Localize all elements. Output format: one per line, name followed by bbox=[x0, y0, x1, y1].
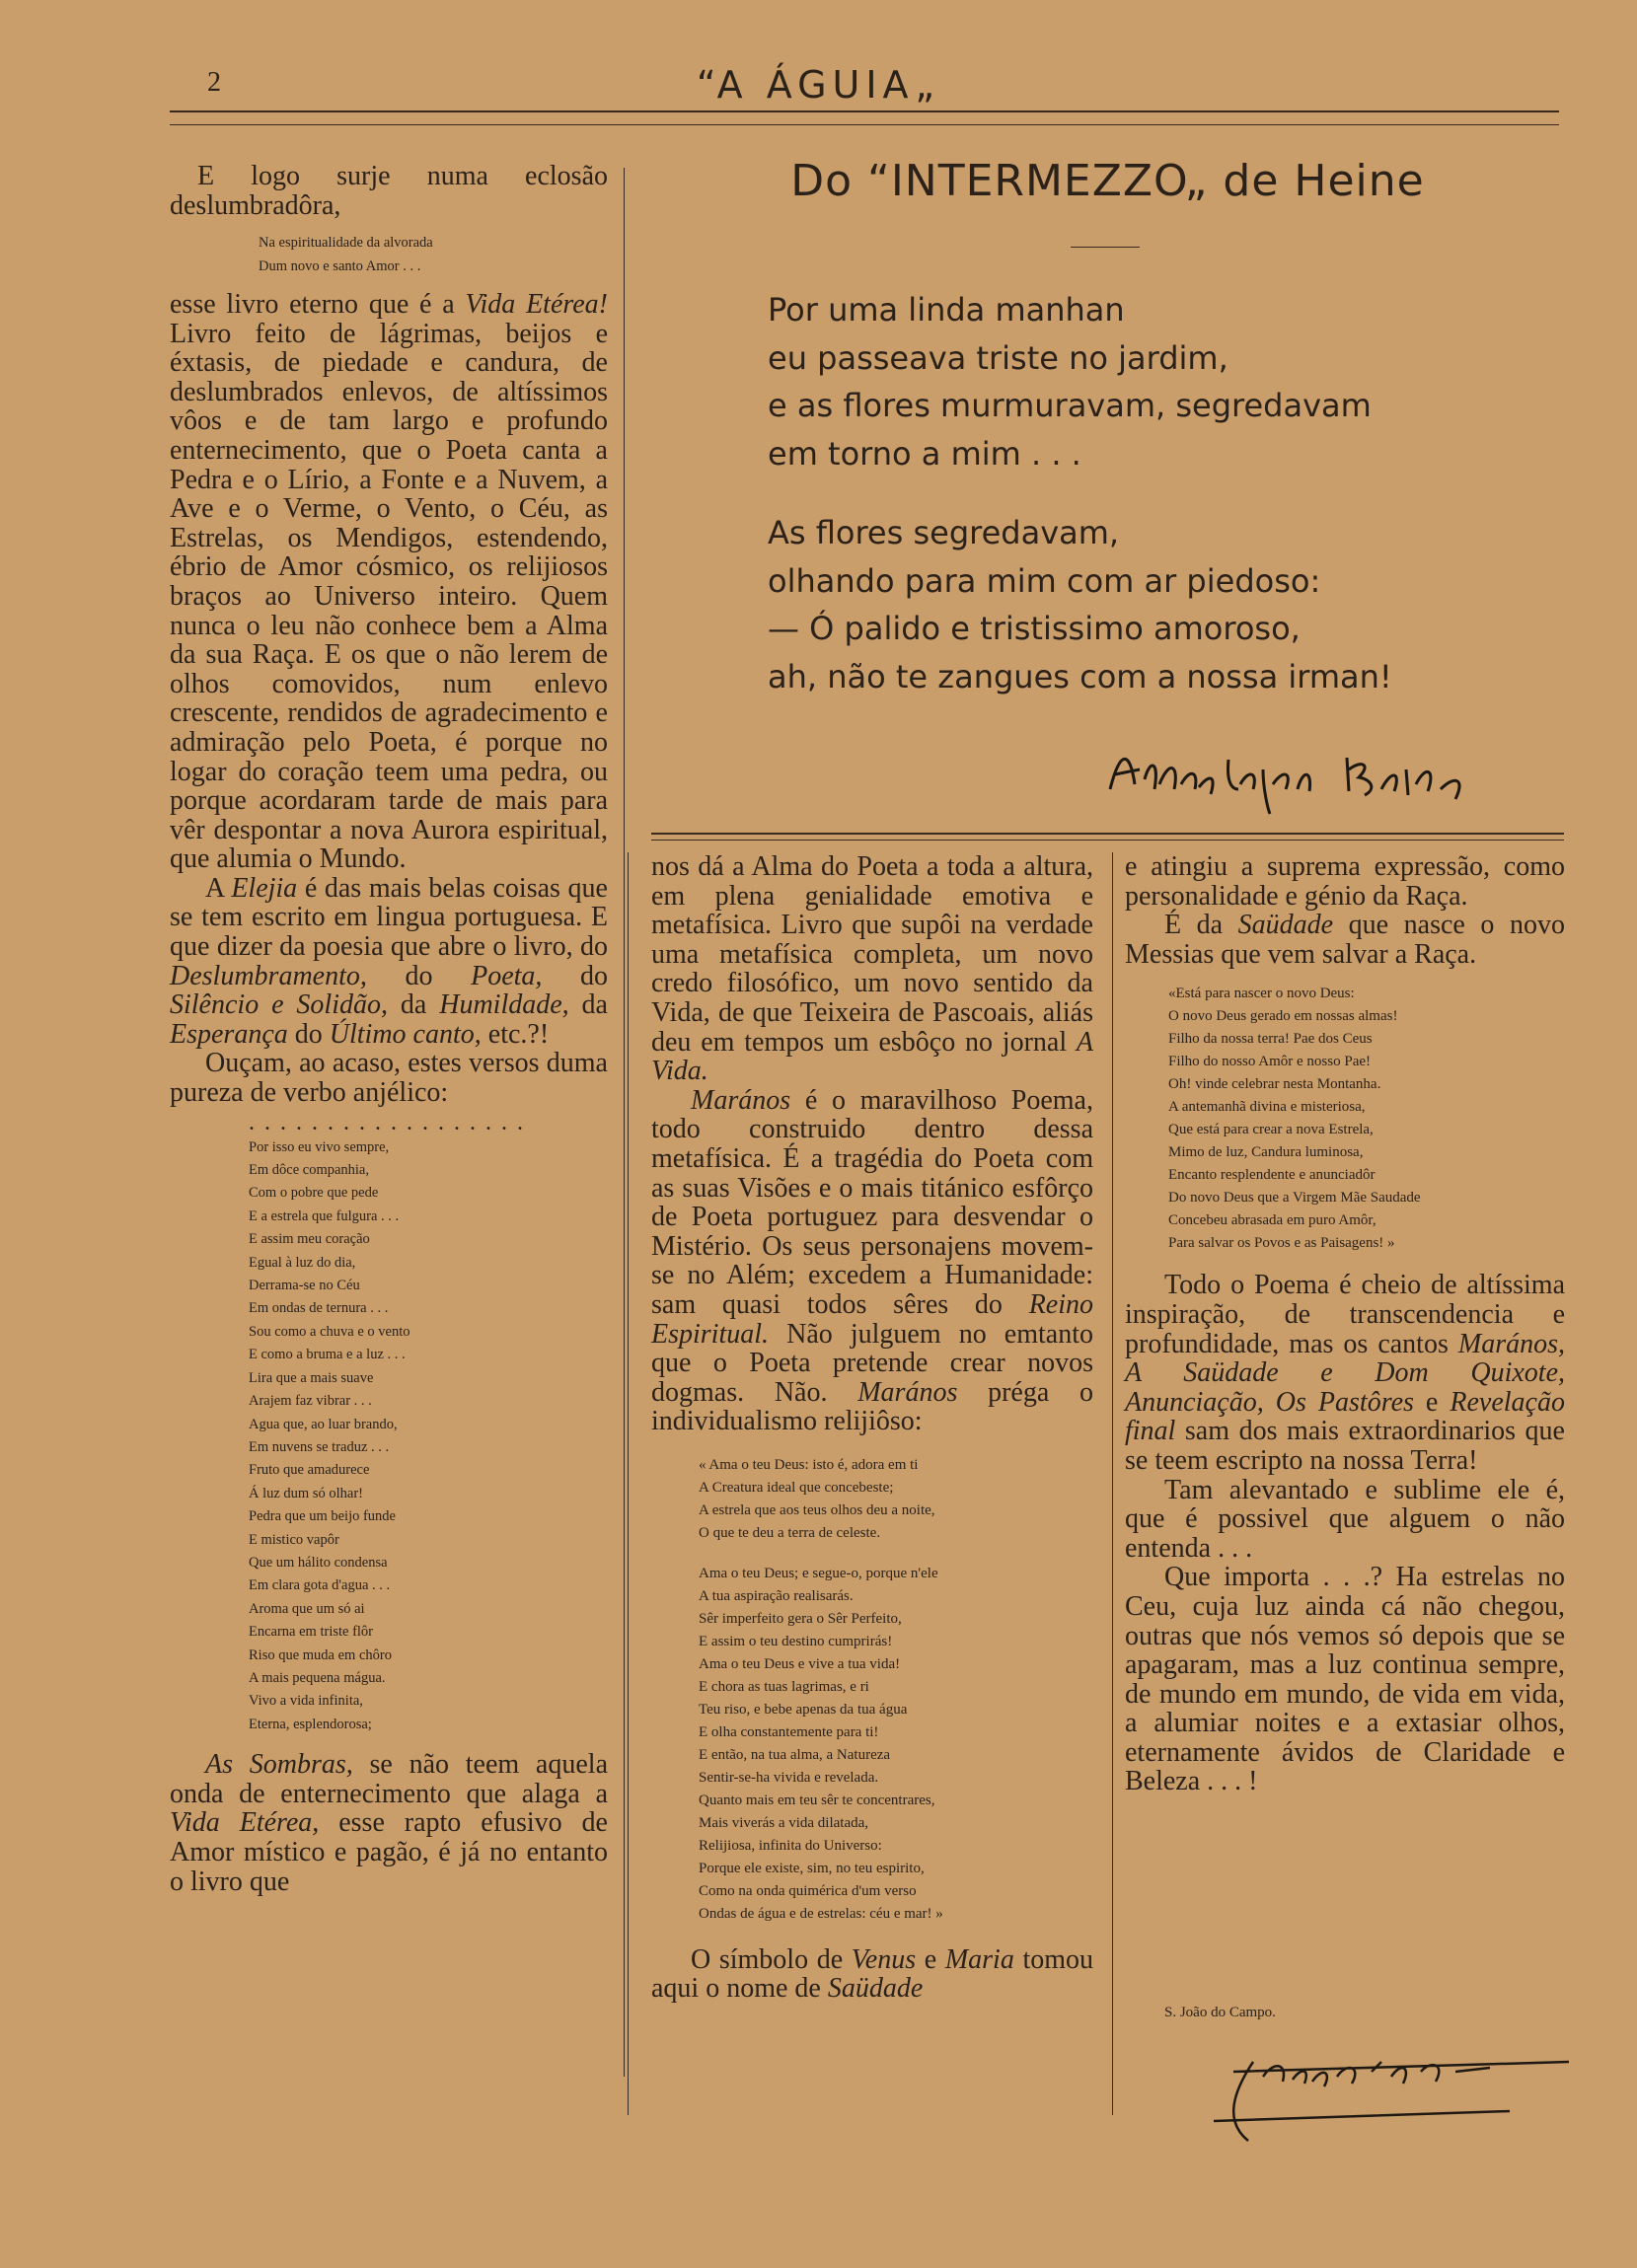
poem-line: Por uma linda manhan bbox=[768, 291, 1125, 329]
verse-line: Mais viverás a vida dilatada, bbox=[699, 1814, 869, 1831]
section-rule bbox=[651, 833, 1564, 835]
name: Saüdade bbox=[827, 1973, 924, 2005]
signature-joao-do-campo bbox=[1194, 2032, 1589, 2151]
title: Silêncio e Solidão, bbox=[170, 989, 388, 1021]
paragraph bbox=[651, 1086, 1093, 1436]
name: Maria bbox=[944, 1943, 1014, 1975]
text: e atingiu a suprema expressão, como personalidade e génio da Raça. bbox=[1125, 851, 1565, 912]
verse-line: Encarna em triste flôr bbox=[249, 1624, 374, 1641]
verse-line: Na espiritualidade da alvorada bbox=[259, 235, 433, 252]
verse-line: Do novo Deus que a Virgem Mãe Saudade bbox=[1168, 1190, 1421, 1207]
verse-line: Em dôce companhia, bbox=[249, 1162, 369, 1179]
verse-quote bbox=[259, 232, 608, 278]
text: e bbox=[916, 1943, 945, 1975]
verse-line: Agua que, ao luar brando, bbox=[249, 1416, 398, 1432]
verse-line: Em ondas de ternura . . . bbox=[249, 1300, 389, 1317]
text: É da bbox=[1164, 910, 1238, 941]
running-title: “A ÁGUIA„ bbox=[696, 63, 941, 107]
column-3 bbox=[1125, 852, 1565, 1796]
verse-line: Ama o teu Deus e vive a tua vida! bbox=[699, 1655, 901, 1672]
text: Não julguem no emtanto que o Poeta pretende crear novos dogmas. Não. bbox=[651, 1318, 1093, 1408]
verse-line: Á luz dum só olhar! bbox=[249, 1485, 363, 1501]
title: Deslumbramento, bbox=[170, 960, 367, 991]
text: esse rapto efusivo de Amor místico e pagão, é já no entanto o livro que bbox=[170, 1807, 608, 1897]
verse-line: Riso que muda em chôro bbox=[249, 1646, 392, 1663]
verse-line: Filho do nosso Amôr e nosso Pae! bbox=[1168, 1054, 1372, 1070]
poem-line: — Ó palido e tristissimo amoroso, bbox=[768, 610, 1301, 648]
poem-line: As flores segredavam, bbox=[768, 514, 1120, 551]
verse-line: Com o pobre que pede bbox=[249, 1185, 379, 1202]
verse-line: Fruto que amadurece bbox=[249, 1462, 370, 1479]
book-title: Marános bbox=[857, 1376, 958, 1408]
text: Ouçam, ao acaso, estes versos duma pureza de verbo anjélico: bbox=[170, 1048, 608, 1109]
paragraph bbox=[1125, 911, 1565, 969]
text: etc.?! bbox=[481, 1018, 550, 1050]
verse-line: A tua aspiração realisarás. bbox=[699, 1587, 854, 1604]
title: Poeta, bbox=[471, 960, 543, 991]
verse-line: Arajem faz vibrar . . . bbox=[249, 1393, 372, 1410]
paragraph bbox=[170, 1049, 608, 1107]
text: Todo o Poema é cheio de altíssima inspiração, de transcendencia e profundidade, mas os cantos bbox=[1125, 1270, 1565, 1359]
title: Esperança bbox=[170, 1018, 288, 1050]
column-1 bbox=[170, 162, 608, 1896]
ellipsis: . . . . . . . . . . . . . . . . . . bbox=[249, 1109, 525, 1135]
signature-image bbox=[1100, 730, 1495, 819]
verse-line: Teu riso, e bebe apenas da tua água bbox=[699, 1701, 908, 1718]
paragraph bbox=[170, 874, 608, 1050]
poem-line: e as flores murmuravam, segredavam bbox=[768, 387, 1372, 425]
text: é o maravilhoso Poema, todo construido dentro dessa metafísica. É a tragédia do Poeta com as suas Visões e o mais titánico esfôrço de Poeta portuguez para desvendar o Mistério. Os seus personajens movem-se no Além; excedem a Humanidade: sam quasi todos sêres do bbox=[651, 1084, 1093, 1320]
verse-line: O que te deu a terra de celeste. bbox=[699, 1524, 881, 1541]
text: da bbox=[568, 989, 608, 1021]
text: nos dá a Alma do Poeta a toda a altura, em plena genialidade emotiva e metafísica. Livro que supôi na verdade uma metafísica completa, um novo credo filosófico, um novo sentido da Vida, de que Teixeira de Pascoais, aliás deu em tempos um esbôço no jornal bbox=[651, 851, 1093, 1058]
verse-line: Vivo a vida infinita, bbox=[249, 1693, 363, 1710]
paragraph bbox=[1125, 1476, 1565, 1564]
verse-line: Que um hálito condensa bbox=[249, 1554, 388, 1571]
text: do bbox=[542, 960, 609, 991]
text: A bbox=[205, 872, 232, 904]
text: sam dos mais extraordinarios que se teem escripto na nossa Terra! bbox=[1125, 1416, 1565, 1476]
text: esse livro eterno que é a bbox=[170, 289, 466, 320]
text: Que importa . . .? Ha estrelas no Ceu, cuja luz ainda cá não chegou, outras que nós vemos só depois que se apagaram, mas a luz continua sempre, de mundo em mundo, de vida em vida, a alumiar noites e a extasiar olhos, eternamente ávidos de Claridade e Beleza . . . ! bbox=[1125, 1562, 1565, 1797]
verse-line: E chora as tuas lagrimas, e ri bbox=[699, 1678, 869, 1695]
verse-line: Relijiosa, infinita do Universo: bbox=[699, 1837, 882, 1854]
title: Marános, A Saüdade e Dom Quixote, Anunciação, Os Pastôres bbox=[1125, 1328, 1565, 1418]
column-divider-3 bbox=[1112, 852, 1113, 2115]
title: Último canto, bbox=[329, 1018, 482, 1050]
book-title: Vida Etérea! bbox=[465, 289, 608, 320]
verse-line: E a estrela que fulgura . . . bbox=[249, 1207, 400, 1224]
text: é das mais belas coisas que se tem escrito em lingua portuguesa. E que dizer da poesia que abre o livro, do bbox=[170, 872, 608, 963]
verse-line: Por isso eu vivo sempre, bbox=[249, 1138, 390, 1155]
title: Elejia bbox=[231, 872, 298, 904]
verse-line: A antemanhã divina e misteriosa, bbox=[1168, 1099, 1366, 1116]
text: se não teem aquela onda de enternecimento que alaga a bbox=[170, 1749, 608, 1809]
poem-line: ah, não te zangues com a nossa irman! bbox=[768, 657, 1392, 695]
verse-line: Ama o teu Deus; e segue-o, porque n'ele bbox=[699, 1565, 938, 1581]
verse-line: Dum novo e santo Amor . . . bbox=[259, 257, 421, 274]
title: Revelação final bbox=[1125, 1386, 1565, 1447]
verse-line: A Creatura ideal que concebeste; bbox=[699, 1479, 894, 1496]
verse-line: Egual à luz do dia, bbox=[249, 1254, 356, 1271]
page-number: 2 bbox=[207, 67, 221, 98]
verse-quote bbox=[1168, 983, 1565, 1255]
verse-line: Sentir-se-ha vivida e revelada. bbox=[699, 1769, 879, 1786]
header-rule bbox=[170, 110, 1559, 112]
text: O símbolo de bbox=[691, 1943, 852, 1975]
paragraph bbox=[651, 852, 1093, 1086]
name: Saüdade bbox=[1237, 910, 1334, 941]
verse-line: Mimo de luz, Candura luminosa, bbox=[1168, 1144, 1364, 1161]
verse-line: Como na onda quimérica d'um verso bbox=[699, 1882, 917, 1899]
verse-line: A estrela que aos teus olhos deu a noite, bbox=[699, 1501, 935, 1518]
paragraph bbox=[170, 1750, 608, 1896]
verse-line: E então, na tua alma, a Natureza bbox=[699, 1746, 891, 1763]
verse-line: Pedra que um beijo funde bbox=[249, 1508, 396, 1525]
verse-line: «Está para nascer o novo Deus: bbox=[1168, 986, 1355, 1002]
signature-lopes-vieira bbox=[1100, 730, 1495, 819]
verse-line: Derrama-se no Céu bbox=[249, 1278, 360, 1294]
verse-line: Ondas de água e de estrelas: céu e mar! » bbox=[699, 1905, 943, 1922]
verse-line: Sêr imperfeito gera o Sêr Perfeito, bbox=[699, 1610, 902, 1627]
journal-title: A Vida. bbox=[651, 1026, 1093, 1087]
name: Venus bbox=[851, 1943, 917, 1975]
verse-line: E assim meu coração bbox=[249, 1231, 370, 1248]
column-divider-2 bbox=[628, 852, 629, 2115]
title-dash bbox=[1071, 247, 1140, 248]
text: préga o individualismo relijiôso: bbox=[651, 1376, 1093, 1437]
verse-line: O novo Deus gerado em nossas almas! bbox=[1168, 1008, 1398, 1025]
text: do bbox=[366, 960, 472, 991]
paragraph bbox=[1125, 852, 1565, 911]
text: do bbox=[287, 1018, 330, 1050]
paragraph bbox=[1125, 1563, 1565, 1796]
verse-line: « Ama o teu Deus: isto é, adora em ti bbox=[699, 1456, 919, 1473]
verse-line: Que está para crear a nova Estrela, bbox=[1168, 1122, 1374, 1138]
verse-quote bbox=[249, 1136, 608, 1737]
book-title: As Sombras, bbox=[205, 1749, 353, 1781]
poem-line: em torno a mim . . . bbox=[768, 434, 1081, 473]
paragraph bbox=[651, 1945, 1093, 2004]
title: Humildade, bbox=[439, 989, 569, 1021]
verse-line: Eterna, esplendorosa; bbox=[249, 1716, 372, 1732]
verse-line: E como a bruma e a luz . . . bbox=[249, 1347, 406, 1363]
verse-line: A mais pequena mágua. bbox=[249, 1669, 386, 1686]
poem-stanza-2 bbox=[768, 509, 1557, 700]
verse-line: Sou como a chuva e o vento bbox=[249, 1323, 410, 1340]
book-title: Marános bbox=[691, 1084, 791, 1116]
verse-line: Lira que a mais suave bbox=[249, 1369, 374, 1386]
verse-quote bbox=[699, 1563, 1093, 1926]
column-divider-1 bbox=[624, 168, 625, 2077]
signature-image bbox=[1194, 2032, 1589, 2151]
text: e bbox=[1413, 1386, 1451, 1418]
verse-line: Em nuvens se traduz . . . bbox=[249, 1438, 390, 1455]
poem-line: eu passeava triste no jardim, bbox=[768, 338, 1228, 377]
paragraph bbox=[1125, 1271, 1565, 1475]
column-2 bbox=[651, 852, 1093, 2004]
verse-line: Para salvar os Povos e as Paisagens! » bbox=[1168, 1235, 1395, 1252]
verse-line: E olha constantemente para ti! bbox=[699, 1723, 879, 1740]
poem-stanza-1 bbox=[768, 286, 1557, 477]
book-title: Vida Etérea, bbox=[170, 1807, 320, 1839]
text: que nasce o novo Messias que vem salvar a Raça. bbox=[1125, 910, 1565, 970]
text: E logo surje numa eclosão deslumbradôra, bbox=[170, 161, 608, 221]
author-initials: S. João do Campo. bbox=[1164, 2005, 1276, 2020]
text: Tam alevantado e sublime ele é, que é possivel que alguem o não entenda . . . bbox=[1125, 1474, 1565, 1564]
verse-line: Porque ele existe, sim, no teu espirito, bbox=[699, 1860, 925, 1876]
text: da bbox=[387, 989, 440, 1021]
verse-line: Encanto resplendente e anunciadôr bbox=[1168, 1167, 1376, 1184]
text: Livro feito de lágrimas, beijos e éxtasis, de piedade e candura, de deslumbrados enlevos, de altíssimos vôos e de tam largo e profundo enternecimento, que o Poeta canta a Pedra e o Lírio, a Fonte e a Nuvem, a Ave e o Verme, o Vento, o Céu, as Estrelas, os Mendigos, estendendo, ébrio de Amor cósmico, os relijiosos braços ao Universo inteiro. Quem nunca o leu não conhece bem a Alma da sua Raça. E os que o não lerem de olhos comovidos, num enlevo crescente, rendidos de agradecimento e admiração pelo Poeta, é porque no logar do coração teem uma pedra, ou porque acordaram tarde de mais para vêr despontar a nova Aurora espiritual, que alumia o Mundo. bbox=[170, 318, 608, 875]
poem-title: Do “INTERMEZZO„ de Heine bbox=[790, 156, 1425, 206]
title: Reino Espiritual. bbox=[651, 1288, 1093, 1350]
paragraph bbox=[170, 290, 608, 874]
verse-line: Aroma que um só ai bbox=[249, 1600, 365, 1617]
verse-line: E mistico vapôr bbox=[249, 1531, 339, 1548]
verse-line: Oh! vinde celebrar nesta Montanha. bbox=[1168, 1076, 1381, 1093]
paragraph bbox=[170, 162, 608, 220]
verse-line: Concebeu abrasada em puro Amôr, bbox=[1168, 1212, 1377, 1229]
verse-line: E assim o teu destino cumprirás! bbox=[699, 1633, 893, 1649]
verse-line: Em clara gota d'agua . . . bbox=[249, 1577, 391, 1594]
verse-quote bbox=[699, 1454, 1093, 1545]
verse-line: Filho da nossa terra! Pae dos Ceus bbox=[1168, 1031, 1373, 1048]
text: tomou aqui o nome de bbox=[651, 1943, 1094, 2005]
poem-line: olhando para mim com ar piedoso: bbox=[768, 561, 1321, 600]
verse-line: Quanto mais em teu sêr te concentrares, bbox=[699, 1792, 935, 1808]
section-rule-thin bbox=[651, 840, 1564, 841]
header-rule-thin bbox=[170, 124, 1559, 125]
